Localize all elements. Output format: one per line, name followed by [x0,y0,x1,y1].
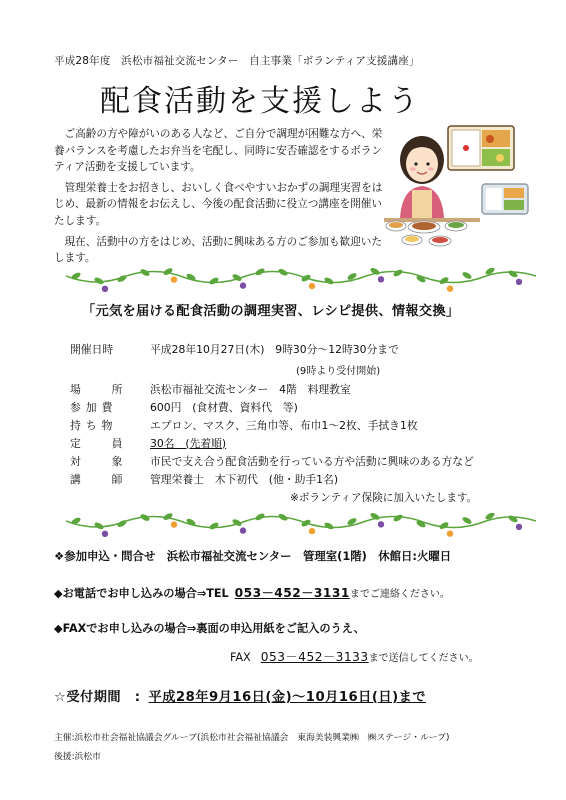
apply-contact-line: ❖参加申込・問合せ 浜松市福祉交流センター 管理室(1階) 休館日:火曜日 [54,549,452,563]
detail-label-date: 開催日時 [70,342,114,356]
berry-icon [309,283,315,289]
page-title: 配食活動を支援しよう [100,84,420,119]
detail-label-place: 場 所 [70,382,133,396]
leaf-garland-divider [66,513,536,537]
fax-suffix: まで送信してください。 [368,653,479,664]
event-details [70,340,540,506]
meal-tray-icon [386,221,467,246]
detail-value-place: 浜松市福祉交流センター 4階 料理教室 [150,382,351,396]
detail-value-fee: 600円 (食材費、資料代 等) [150,400,298,414]
berry-icon [102,531,108,537]
leaf-icon [438,521,449,531]
tel-suffix: までご連絡ください。 [349,589,450,600]
leaf-icon [392,513,403,523]
berry-icon [516,279,522,285]
reception-period [54,686,426,705]
detail-value-capacity: 30名 (先着順) [150,436,227,450]
bento-box-icon [448,126,514,170]
bento-woman-illustration [382,118,532,248]
detail-row-place [70,380,540,398]
leaf-icon [162,513,173,521]
sponsor-line: 後援:浜松市 [54,752,101,762]
detail-value-date: 平成28年10月27日(木) 9時30分～12時30分まで [150,342,399,356]
leaf-icon [323,521,334,531]
berry-icon [240,282,246,288]
detail-value-lecturer: 管理栄養士 木下初代 (他・助手1名) [150,472,339,486]
fax-prefix: FAX [230,651,251,664]
lunch-pack-icon [482,184,528,214]
leaf-icon [93,276,104,286]
leaf-icon [461,516,472,526]
period-label: ☆受付期間 : [54,690,141,705]
tel-prefix: ◆お電話でお申し込みの場合⇒TEL [54,587,229,600]
leaf-icon [93,521,104,531]
header-line: 平成28年度 浜松市福祉交流センター 自主事業「ボランティア支援講座」 [54,55,420,67]
tel-line [54,584,450,601]
tel-number[interactable]: 053－452－3131 [234,586,350,600]
berry-icon [378,276,384,282]
berry-icon [516,524,522,530]
woman-icon [400,136,444,218]
berry-icon [171,276,177,282]
leaf-icon [208,276,219,286]
berry-icon [309,528,315,534]
berry-icon [102,286,108,292]
leaf-icon [507,514,518,524]
detail-row-date [70,340,540,358]
detail-row-capacity [70,434,540,452]
organizer-line: 主催:浜松市社会福祉協議会グループ(浜松市社会福祉協議会 東海美装興業㈱ ㈱ステージ・ループ) [54,733,450,743]
detail-value-bring: エプロン、マスク、三角巾等、布巾1～2枚、手拭き1枚 [150,418,418,432]
berry-icon [171,521,177,527]
fax-line [230,648,479,665]
period-dates: 平成28年9月16日(金)～10月16日(日)まで [148,690,426,705]
leaf-icon [300,273,311,283]
leaf-icon [438,276,449,286]
leaf-icon [277,268,288,277]
intro-paragraph-1: ご高齢の方や障がいのある人など、ご自分で調理が困難な方へ、栄養バランスを考慮したお弁当を宅配し、同時に安否確認をするボランティア活動を支援しています。 [54,128,383,174]
leaf-garland-divider [66,268,536,292]
detail-row-bring [70,416,540,434]
intro-paragraph-3: 現在、活動中の方をはじめ、活動に興味ある方のご参加も歓迎いたします。 [54,235,382,265]
fax-intro: ◆FAXでお申し込みの場合⇒裏面の申込用紙をご記入のうえ、 [54,622,365,635]
leaf-icon [507,269,518,279]
fax-number[interactable]: 053－452－3133 [260,650,369,664]
leaf-icon [162,268,173,276]
event-subtitle: 「元気を届ける配食活動の調理実習、レシピ提供、情報交換」 [82,304,460,319]
detail-value-target: 市民で支え合う配食活動を行っている方や活動に興味のある方など [150,454,474,468]
leaf-icon [461,271,472,281]
detail-row-lecturer [70,470,540,488]
detail-row-fee [70,398,540,416]
leaf-icon [277,513,288,522]
leaf-icon [208,521,219,531]
insurance-note: ※ボランティア保険に加入いたします。 [290,491,478,504]
berry-icon [378,521,384,527]
detail-label-bring: 持ち物 [70,418,118,432]
detail-row-target [70,452,540,470]
leaf-icon [323,276,334,286]
detail-label-target: 対 象 [70,454,133,468]
leaf-icon [392,268,403,278]
berry-icon [447,285,453,291]
berry-icon [240,527,246,533]
berry-icon [447,530,453,536]
intro-paragraph-2: 管理栄養士をお招きし、おいしく食べやすいおかずの調理実習をはじめ、最新の情報をお伝えし、今後の配食活動に役立つ講座を開催いたします。 [54,181,383,227]
detail-label-capacity: 定 員 [70,436,133,450]
reception-note: (9時より受付開始) [296,365,381,377]
intro-text [54,126,384,267]
leaf-icon [300,518,311,528]
detail-label-fee: 参加費 [70,400,118,414]
detail-label-lecturer: 講 師 [70,472,133,486]
